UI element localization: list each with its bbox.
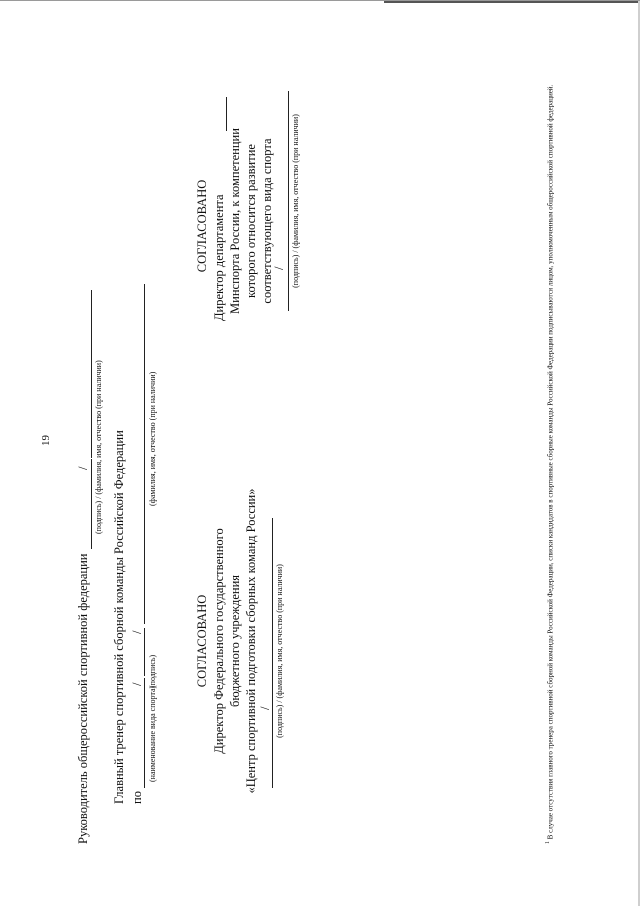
- rotated-sheet: [0, 1, 640, 906]
- sport-name-line: [144, 678, 145, 788]
- name-caption-2: (фамилия, имя, отчество (при наличии): [148, 371, 157, 506]
- signature-name-line-1: [272, 518, 273, 788]
- head-federation-label: Руководитель общероссийской спортивной федерации: [76, 553, 90, 844]
- footnote: [544, 44, 555, 844]
- agreed-heading-2: СОГЛАСОВАНО: [195, 179, 209, 273]
- separator-slash-1: /: [130, 682, 144, 686]
- separator-slash-3: /: [258, 706, 272, 710]
- agreed-2-line-4: соответствующего вида спорта: [260, 138, 274, 304]
- footnote-marker: 1: [545, 841, 551, 844]
- sport-caption: (наименование вида спорта): [148, 685, 157, 782]
- separator-slash: /: [76, 466, 90, 470]
- signature-caption-2: (подпись): [148, 654, 157, 688]
- page-number: 19: [40, 435, 52, 446]
- agreed-1-line-2: бюджетного учреждения: [228, 574, 242, 708]
- department-line: [226, 97, 227, 131]
- footnote-text: В случае отсутствия главного тренера спортивной сборной команды Российской Федерации, списки кандидатов в спортивные сборные команды Российской Федерации подписываются лицом, уполномоченным общероссийской спортивной федерацией.: [546, 84, 555, 840]
- signature-line-2: [144, 628, 145, 676]
- agreed-2-line-3: которого относится развитие: [244, 144, 258, 298]
- head-coach-label: Главный тренер спортивной сборной команды Российской Федерации: [112, 430, 126, 804]
- separator-slash-4: /: [272, 266, 286, 270]
- signature-name-line-2: [288, 91, 289, 311]
- sport-prefix: по: [130, 791, 144, 804]
- separator-slash-2: /: [130, 630, 144, 634]
- signature-line: [91, 459, 92, 549]
- name-line: [91, 290, 92, 458]
- agreed-heading-1: СОГЛАСОВАНО: [195, 594, 209, 688]
- agreed-2-line-1: Директор департамента: [212, 194, 226, 321]
- agreed-1-caption: (подпись) / (фамилия, имя, отчество (при наличии): [275, 564, 284, 738]
- agreed-1-line-1: Директор Федерального государственного: [212, 528, 226, 754]
- agreed-2-caption: (подпись) / (фамилия, имя, отчество (при наличии): [291, 114, 300, 288]
- agreed-1-line-3: «Центр спортивной подготовки сборных команд России»: [244, 488, 258, 794]
- agreed-2-line-2: Минспорта России, к компетенции: [228, 128, 242, 314]
- signature-caption: (подпись) / (фамилия, имя, отчество (при наличии): [94, 360, 103, 534]
- name-line-2: [144, 284, 145, 624]
